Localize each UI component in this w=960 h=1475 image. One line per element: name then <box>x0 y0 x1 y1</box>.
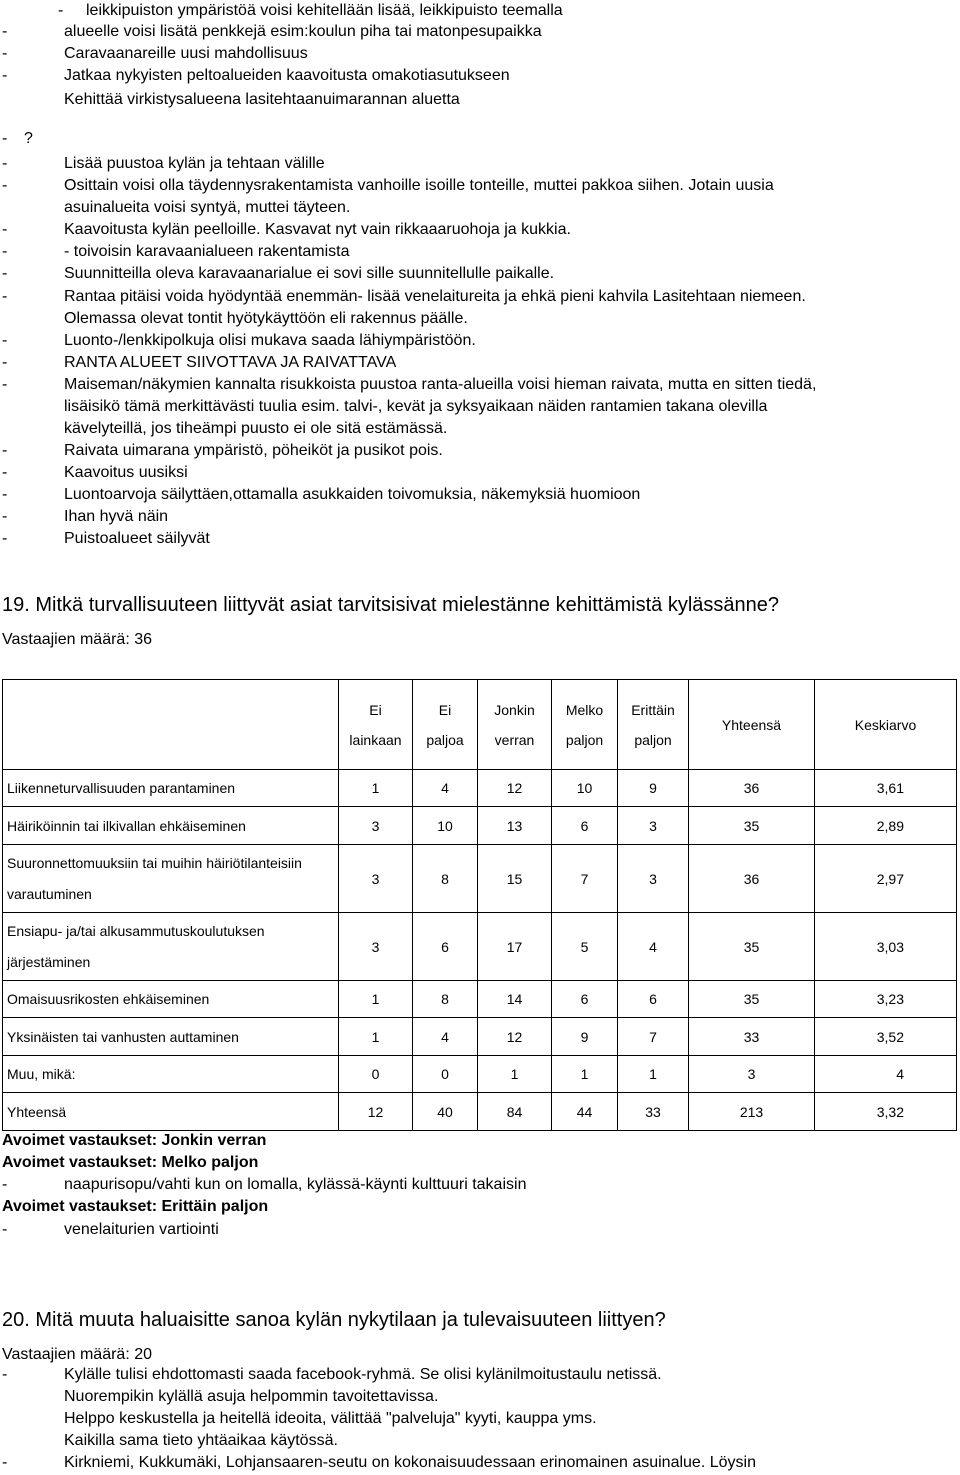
table-total-row: Yhteensä 12 40 84 44 33 213 3,32 <box>3 1093 957 1131</box>
table-header-cell: Ei paljoa <box>413 680 478 770</box>
table-header-blank <box>3 680 339 770</box>
table-header-cell: Yhteensä <box>689 680 815 770</box>
table-row: Liikenneturvallisuuden parantaminen 1 4 12 10 9 36 3,61 <box>3 770 957 807</box>
table-row: Ensiapu- ja/tai alkusammutuskoulutuksen järjestäminen 3 6 17 5 4 35 3,03 <box>3 913 957 981</box>
table-header-cell: Ei lainkaan <box>339 680 413 770</box>
table-row: Muu, mikä: 0 0 1 1 1 3 4 <box>3 1056 957 1093</box>
table-row: Suuronnettomuuksiin tai muihin häiriötilanteisiin varautuminen 3 8 15 7 3 36 2,97 <box>3 845 957 913</box>
table-row: Häiriköinnin tai ilkivallan ehkäiseminen 3 10 13 6 3 35 2,89 <box>3 807 957 845</box>
document-page: - leikkipuiston ympäristöä voisi kehitellään lisää, leikkipuisto teemalla - alueelle voisi lisätä penkkejä esim:koulun piha tai matonpesupaikka - Caravaanareille uusi mahdollisuus - Jatkaa nykyisten peltoalueiden kaavoitusta omakotiasutukseen Kehittää virkistysalueena lasitehtaanuimarannan aluetta - ? - Lisää puustoa kylän ja tehtaan välille - Osittain voisi olla täydennysrakentamista vanhoille isoille tonteille, muttei pakkoa siihen. Jotain uusia asuinalueita voisi syntyä, muttei täyteen. - Kaavoitusta kylän peelloille. Kasvavat nyt vain rikkaaaruohoja ja kukkia. - - toivoisin karavaanialueen rakentamista - Suunnitteilla oleva karavaanarialue ei sovi sille suunnitellulle paikalle. - Rantaa pitäisi voida hyödyntää enemmän- lisää venelaitureita ja ehkä pieni kahvila Lasitehtaan niemeen. Olemassa olevat tontit hyötykäyttöön eli rakennus päälle. - Luonto-/lenkkipolkuja olisi mukava saada lähiympäristöön. - RANTA ALUEET SIIVOTTAVA JA RAIVATTAVA - Maiseman/näkymien kannalta risukkoista puustoa ranta-alueilla voisi hieman raivata, mutta en sitten tiedä, lisäisikö tämä merkittävästi tuulia esim. talvi-, kevät ja syksyaikaan näiden rantamien takana olevilla kävelyteillä, jos tiheämpi puusto ei ole sitä estämässä. - Raivata uimarana ympäristö, pöheiköt ja pusikot pois. - Kaavoitus uusiksi - Luontoarvoja säilyttäen,ottamalla asukkaiden toivomuksia, näkemyksiä huomioon - Ihan hyvä näin - Puistoalueet säilyvät 19. Mitkä turvallisuuteen liittyvät asiat tarvitsisivat mielestänne kehittämistä kylässänne? Vastaajien määrä: 36 Ei lainkaan Ei paljoa Jonkin verran Melko paljon Erittäin paljon Yhteensä Keskiarvo Liikenneturvallisuuden parantaminen 1 4 12 10 9 36 3,61 Häiriköinnin tai ilkivallan ehkäiseminen 3 10 13 6 3 35 2,89 Suuronnettomuuksiin tai muihin häiriötilanteisiin varautuminen 3 8 15 7 3 36 2,97 Ensiapu- ja/tai alkusammutuskoulutuksen järjestäminen 3 6 17 5 4 35 3,03 Omaisuusrikosten ehkäiseminen 1 8 14 6 6 35 3,23 Yksinäisten tai vanhusten auttaminen 1 4 12 9 7 33 3,52 Muu, mikä: 0 0 1 1 1 3 4 Yhteensä 12 40 84 44 33 213 3,32 Avoimet vastaukset: Jonkin verran Avoimet vastaukset: Melko paljon - naapurisopu/vahti kun on lomalla, kylässä-käynti kulttuuri takaisin Avoimet vastaukset: Erittäin paljon - venelaiturien vartiointi 20. Mitä muuta haluaisitte sanoa kylän nykytilaan ja tulevaisuuteen liittyen? Vastaajien määrä: 20 - Kylälle tulisi ehdottomasti saada facebook-ryhmä. Se olisi kylänilmoitustaulu netissä. Nuorempikin kylällä asuja helpommin tavoitettavissa. Helppo keskustella ja heitellä ideoita, välittää "palveluja" kyyti, kauppa yms. Kaikilla sama tieto yhtäaikaa käytössä. - Kirkniemi, Kukkumäki, Lohjansaaren-seutu on kokonaisuudessaan erinomainen asuinalue. Löysin <box>0 0 960 1475</box>
open-answers-heading: Avoimet vastaukset: Erittäin paljon <box>2 1198 269 1215</box>
respondent-count: Vastaajien määrä: 36 <box>2 631 153 648</box>
table-header-cell: Keskiarvo <box>815 680 957 770</box>
respondent-count: Vastaajien määrä: 20 <box>2 1346 153 1363</box>
table-header-cell: Melko paljon <box>552 680 618 770</box>
question-20-heading: 20. Mitä muuta haluaisitte sanoa kylän nykytilaan ja tulevaisuuteen liittyen? <box>2 1309 666 1331</box>
table-header-cell: Jonkin verran <box>478 680 552 770</box>
table-header-row <box>3 680 957 770</box>
table-row: Yksinäisten tai vanhusten auttaminen 1 4 12 9 7 33 3,52 <box>3 1018 957 1056</box>
open-answers-heading: Avoimet vastaukset: Jonkin verran <box>2 1132 267 1149</box>
question-19-heading: 19. Mitkä turvallisuuteen liittyvät asiat tarvitsisivat mielestänne kehittämistä kylässänne? <box>2 594 780 616</box>
results-table <box>2 679 957 1131</box>
open-answers-heading: Avoimet vastaukset: Melko paljon <box>2 1154 259 1171</box>
table-row: Omaisuusrikosten ehkäiseminen 1 8 14 6 6 35 3,23 <box>3 981 957 1018</box>
table-header-cell: Erittäin paljon <box>618 680 689 770</box>
